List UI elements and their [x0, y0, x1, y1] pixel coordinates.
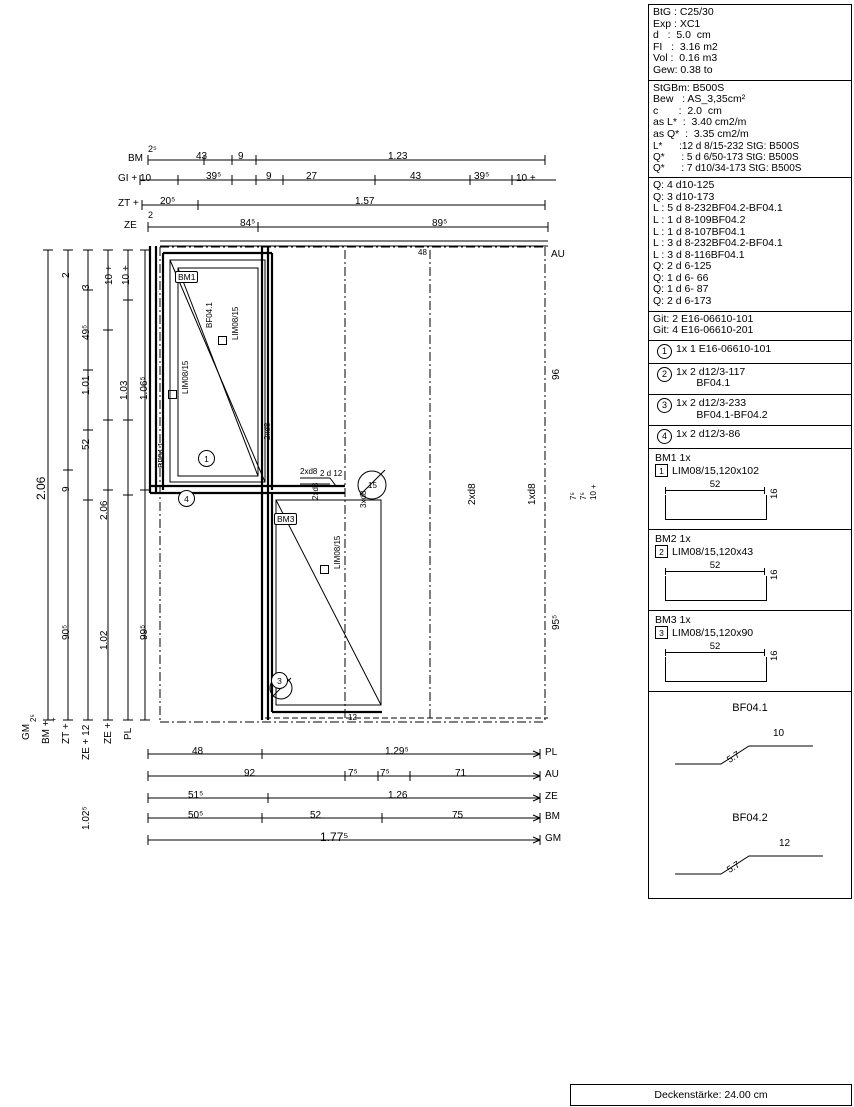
bf041-value: 10 — [773, 728, 785, 740]
bm3-label: LIM08/15,120x90 — [672, 626, 754, 639]
bm1-title: BM1 1x — [655, 452, 691, 465]
bdim-126: 1.26 — [388, 790, 408, 801]
bar-row-4: L : 1 d 8-107BF04.1 — [653, 225, 746, 238]
dim-zt-1: 20⁵ — [160, 196, 176, 207]
label-1xd8: 1xd8 — [527, 483, 538, 505]
axis-pl: PL — [123, 727, 134, 740]
legend-beam-bm2 — [649, 530, 851, 611]
dim-zt-2: 1.57 — [355, 196, 375, 207]
concrete-row-4: Vol : 0.16 m3 — [653, 52, 718, 65]
legend-panel — [648, 4, 852, 899]
bdim-suffix-au: AU — [545, 769, 559, 780]
dim-gi-1: 39⁵ — [206, 171, 222, 182]
vdim-206: 2.06 — [34, 476, 48, 500]
bm2-top-dim: 52 — [709, 560, 721, 572]
bar-row-5: L : 3 d 8-232BF04.2-BF04.1 — [653, 237, 783, 250]
bar-row-0: Q: 4 d10-125 — [653, 179, 715, 192]
vdim-2: 2 — [61, 272, 72, 278]
dim-prefix-bm: BM — [128, 153, 143, 164]
vdim-495: 49⁵ — [81, 324, 92, 340]
concrete-row-1: Exp : XC1 — [653, 17, 701, 30]
bm3-box — [665, 657, 767, 682]
legend-position-2 — [649, 364, 851, 395]
bdim-48: 48 — [192, 746, 204, 757]
bdim-515: 51⁵ — [188, 790, 204, 801]
vdim-102: 1.02 — [99, 630, 110, 650]
bm1-line — [655, 464, 845, 477]
bdim-505: 50⁵ — [188, 810, 204, 821]
dim-top-small-1: 2⁵ — [148, 144, 157, 154]
label-bf041-b: BF04.1 — [157, 442, 166, 468]
bm2-side-dim: 16 — [769, 569, 780, 581]
position-text-3a: 1x 2 d12/3-233 — [676, 397, 747, 410]
axis-gm-small: 2⁵ — [29, 714, 38, 722]
legend-profile-bf041 — [649, 692, 851, 788]
axis-au-right: AU — [551, 249, 565, 260]
label-955: 95⁵ — [551, 614, 562, 630]
bdim-suffix-bm: BM — [545, 811, 560, 822]
bm1-figure — [665, 481, 785, 521]
dim-gi-3: 27 — [306, 171, 318, 182]
bdim-suffix-gm: GM — [545, 833, 562, 844]
pos-mark-1: 1 — [198, 450, 215, 467]
bdim-71: 71 — [455, 768, 467, 779]
position-circle-2: 2 — [657, 367, 672, 382]
vdim-103: 1.03 — [119, 380, 130, 400]
bar-row-1: Q: 3 d10-173 — [653, 190, 715, 203]
legend-position-3 — [649, 395, 851, 426]
bm3-line — [655, 626, 845, 639]
pos-mark-3: 3 — [271, 672, 288, 689]
bdim-75b: 7⁵ — [380, 768, 390, 779]
label-2xd8-a: 2xd8 — [263, 422, 272, 440]
bm2-box — [665, 576, 767, 601]
dim-bm-43: 43 — [196, 151, 208, 162]
legend-profile-bf042 — [649, 788, 851, 898]
label-75a: 7⁵ — [569, 492, 578, 500]
bm2-tickline — [665, 571, 765, 572]
bdim-75a: 7⁵ — [348, 768, 358, 779]
mesh-icon-1 — [218, 336, 227, 345]
pos-mark-4: 4 — [178, 490, 195, 507]
dim-bm-9: 9 — [238, 151, 244, 162]
concrete-row-5: Gew: 0.38 to — [653, 63, 713, 76]
steel-row-1: Bew : AS_3,35cm² — [653, 93, 746, 106]
vdim-10b: 10 + — [104, 265, 115, 285]
bar-row-8: Q: 1 d 6- 66 — [653, 271, 709, 284]
legend-mesh-block — [649, 312, 851, 341]
label-3xd8: 3xd8 — [359, 490, 368, 508]
bar-row-2: L : 5 d 8-232BF04.2-BF04.1 — [653, 202, 783, 215]
label-12-bottom: 12 — [348, 713, 357, 722]
bar-row-7: Q: 2 d 6-125 — [653, 260, 712, 273]
position-row-4 — [653, 428, 847, 445]
bm2-line — [655, 545, 845, 558]
bm1-label: LIM08/15,120x102 — [672, 464, 759, 477]
steel-row-5: L* :12 d 8/15-232 StG: B500S — [653, 140, 800, 152]
steel-row-3: as L* : 3.40 cm2/m — [653, 116, 747, 129]
axis-bm-small: + — [49, 717, 58, 722]
bm1-tickline — [665, 490, 765, 491]
vdim-995: 99⁵ — [139, 624, 150, 640]
axis-ze: ZE + — [103, 722, 114, 744]
legend-steel-block — [649, 81, 851, 179]
legend-concrete-block — [649, 5, 851, 81]
label-10-right: 10 + — [589, 484, 598, 500]
bf042-slope: 5.7 — [725, 859, 743, 876]
steel-row-7: Q* : 7 d10/34-173 StG: B500S — [653, 162, 802, 174]
steel-row-0: StGBm: B500S — [653, 81, 725, 94]
label-lim-3: LIM08/15 — [333, 535, 342, 569]
axis-bm: BM + — [41, 720, 52, 744]
label-bf041-a: BF04.1 — [205, 302, 214, 328]
axis-ze12: ZE + 12 — [81, 724, 92, 760]
bf042-figure — [653, 834, 847, 892]
mesh-icon-2 — [168, 390, 177, 399]
label-96: 96 — [551, 368, 562, 380]
position-row-3 — [653, 397, 847, 422]
vdim-905: 90⁵ — [61, 624, 72, 640]
bar-row-9: Q: 1 d 6- 87 — [653, 283, 709, 296]
label-lim-1: LIM08/15 — [231, 306, 240, 340]
bf042-value: 12 — [779, 838, 791, 850]
bm1-side-dim: 16 — [769, 488, 780, 500]
axis-gm: GM — [21, 723, 32, 740]
bdim-92: 92 — [244, 768, 256, 779]
position-circle-3: 3 — [657, 398, 672, 413]
label-bm1: BM1 — [175, 271, 198, 283]
legend-position-1 — [649, 341, 851, 364]
dim-gi-4: 43 — [410, 171, 422, 182]
dim-ze-2: 89⁵ — [432, 218, 448, 229]
dim-gi-6: 10 + — [516, 173, 536, 184]
dim-bm-123: 1.23 — [388, 151, 408, 162]
bm2-number: 2 — [655, 545, 668, 558]
position-text-1: 1x 1 E16-06610-101 — [676, 342, 772, 355]
bf042-title: BF04.2 — [732, 812, 768, 825]
vdim-1065: 1.06⁵ — [139, 376, 150, 400]
bm3-number: 3 — [655, 626, 668, 639]
dim-top-small-2: 2 — [148, 210, 154, 220]
axis-zt: ZT + — [61, 723, 72, 744]
legend-beam-bm3 — [649, 611, 851, 692]
concrete-row-2: d : 5.0 cm — [653, 29, 711, 42]
mesh-icon-3 — [320, 565, 329, 574]
steel-row-4: as Q* : 3.35 cm2/m — [653, 127, 749, 140]
bf041-figure — [653, 724, 847, 782]
bm3-side-dim: 16 — [769, 650, 780, 662]
bm3-title: BM3 1x — [655, 614, 691, 627]
bm2-title: BM2 1x — [655, 533, 691, 546]
bm1-number: 1 — [655, 464, 668, 477]
label-75b: 7⁵ — [579, 492, 588, 500]
dim-gi-2: 9 — [266, 171, 272, 182]
bar-row-10: Q: 2 d 6-173 — [653, 295, 712, 308]
label-bm3: BM3 — [274, 513, 297, 525]
steel-row-6: Q* : 5 d 6/50-173 StG: B500S — [653, 151, 799, 163]
dim-prefix-gi: GI + 10 — [118, 173, 152, 184]
label-2d12: 2 d 12 — [320, 469, 343, 478]
label-lim-2: LIM08/15 — [181, 360, 190, 394]
legend-bars-block — [649, 178, 851, 312]
position-text-3b: BF04.1-BF04.2 — [676, 408, 768, 421]
dim-ze-1: 84⁵ — [240, 218, 256, 229]
bdim-75: 75 — [452, 810, 464, 821]
label-2xd8-c: 2xd8 — [311, 482, 320, 500]
vdim-3: 3 — [81, 284, 92, 290]
dim-prefix-zt: ZT + — [118, 198, 139, 209]
dim-gi-5: 39⁵ — [474, 171, 490, 182]
position-row-2 — [653, 366, 847, 391]
position-text-2b: BF04.1 — [676, 377, 731, 390]
bm2-figure — [665, 562, 785, 602]
position-row-1 — [653, 343, 847, 360]
legend-beam-bm1 — [649, 449, 851, 530]
bm3-tickline — [665, 652, 765, 653]
bm1-box — [665, 495, 767, 520]
bdim-52: 52 — [310, 810, 322, 821]
dim-prefix-ze: ZE — [124, 220, 137, 231]
bf041-title: BF04.1 — [732, 702, 768, 715]
mesh-row-0: Git: 2 E16-06610-101 — [653, 312, 754, 325]
bar-row-6: L : 3 d 8-116BF04.1 — [653, 248, 745, 261]
vdim-10a: 10 + — [121, 265, 132, 285]
label-15: 15 — [368, 481, 377, 490]
bf041-slope: 5.7 — [725, 749, 743, 766]
steel-row-2: c : 2.0 cm — [653, 104, 722, 117]
label-2xd8-right: 2xd8 — [467, 483, 478, 505]
vdim-52: 52 — [81, 438, 92, 450]
bdim-1775: 1.77⁵ — [320, 830, 349, 844]
vdim-206b: 2.06 — [99, 500, 110, 520]
legend-position-4 — [649, 426, 851, 449]
bm3-figure — [665, 643, 785, 683]
vdim-1025: 1.02⁵ — [81, 806, 92, 830]
position-text-2a: 1x 2 d12/3-117 — [676, 365, 746, 378]
bdim-suffix-ze: ZE — [545, 791, 558, 802]
bar-row-3: L : 1 d 8-109BF04.2 — [653, 213, 746, 226]
bm2-label: LIM08/15,120x43 — [672, 545, 754, 558]
bm1-top-dim: 52 — [709, 479, 721, 491]
label-top-48: 48 — [418, 248, 427, 257]
vdim-101: 1.01 — [81, 375, 92, 395]
slab-thickness-footer: Deckenstärke: 24.00 cm — [570, 1084, 852, 1106]
concrete-row-0: BtG : C25/30 — [653, 6, 714, 18]
bdim-1295: 1.29⁵ — [385, 746, 409, 757]
bm3-top-dim: 52 — [709, 641, 721, 653]
position-circle-4: 4 — [657, 429, 672, 444]
label-2xd8-b: 2xd8 — [300, 467, 318, 476]
bdim-suffix-pl: PL — [545, 747, 558, 758]
position-text-4: 1x 2 d12/3-86 — [676, 428, 741, 441]
concrete-row-3: FI : 3.16 m2 — [653, 40, 718, 53]
mesh-row-1: Git: 4 E16-06610-201 — [653, 324, 754, 337]
position-circle-1: 1 — [657, 344, 672, 359]
vdim-9: 9 — [61, 486, 72, 492]
